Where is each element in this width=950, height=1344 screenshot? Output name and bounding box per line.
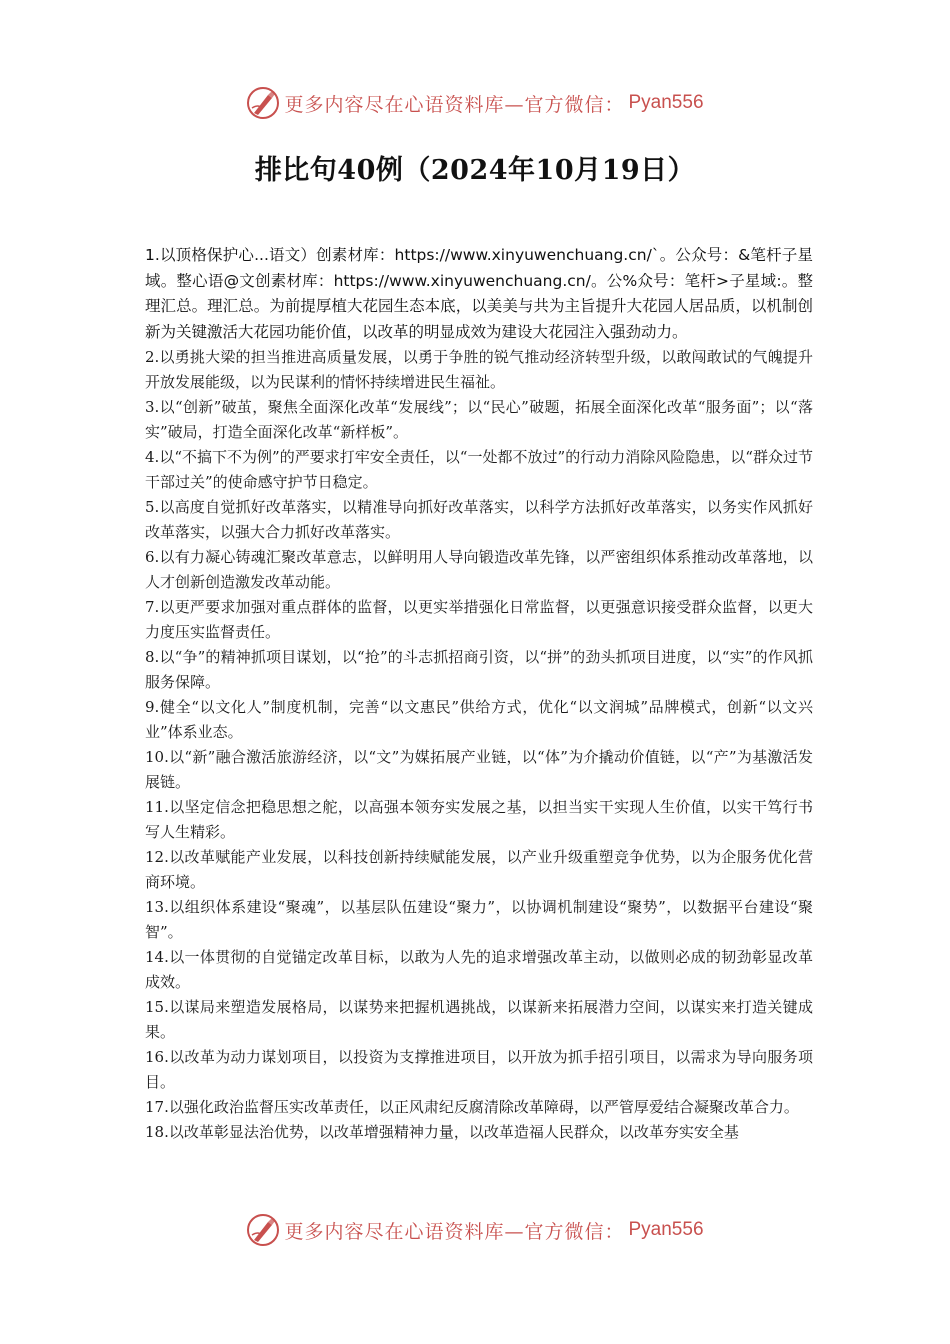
- pen-logo-icon: [246, 1213, 280, 1247]
- paragraph-10: 10.以“新”融合激活旅游经济，以“文”为媒拓展产业链，以“体”为介撬动价值链，以“产”为基激活发展链。: [145, 748, 813, 791]
- paragraph-8: 8.以“争”的精神抓项目谋划，以“抢”的斗志抓招商引资，以“拼”的劲头抓项目进度，以“实”的作风抓服务保障。: [145, 648, 813, 691]
- banner-wechat-id: Pyan556: [628, 92, 704, 113]
- paragraph-7: 7.以更严要求加强对重点群体的监督，以更实举措强化日常监督，以更强意识接受群众监督，以更大力度压实监督责任。: [145, 598, 813, 641]
- paragraph-17: 17.以强化政治监督压实改革责任，以正风肃纪反腐清除改革障碍，以严管厚爱结合凝聚改革合力。: [145, 1098, 799, 1116]
- paragraph-13: 13.以组织体系建设“聚魂”，以基层队伍建设“聚力”，以协调机制建设“聚势”，以数据平台建设“聚智”。: [145, 898, 813, 941]
- paragraph-1: 1.以顶格保护心...语文）创素材库：https://www.xinyuwenchuang.cn/`。公众号：&笔杆子星域。整心语@文创素材库：https://www.xinyuwenchuang.cn/。公%众号：笔杆>子星域:。整理汇总。理汇总。为前提厚植大花园生态本底，以美美与共为主旨提升大花园人居品质，以机制创新为关键激活大花园功能价值，以改革的明显成效为建设大花园注入强劲动力。: [145, 246, 813, 341]
- paragraph-11: 11.以坚定信念把稳思想之舵，以高强本领夯实发展之基，以担当实干实现人生价值，以实干笃行书写人生精彩。: [145, 798, 813, 841]
- paragraph-6: 6.以有力凝心铸魂汇聚改革意志，以鲜明用人导向锻造改革先锋，以严密组织体系推动改革落地，以人才创新创造激发改革动能。: [145, 548, 813, 591]
- paragraph-4: 4.以“不搞下不为例”的严要求打牢安全责任，以“一处都不放过”的行动力消除风险隐患，以“群众过节干部过关”的使命感守护节日稳定。: [145, 448, 813, 491]
- paragraph-3: 3.以“创新”破茧，聚焦全面深化改革“发展线”；以“民心”破题，拓展全面深化改革“服务面”；以“落实”破局，打造全面深化改革“新样板”。: [145, 398, 813, 441]
- paragraph-12: 12.以改革赋能产业发展，以科技创新持续赋能发展，以产业升级重塑竞争优势，以为企服务优化营商环境。: [145, 848, 813, 891]
- header-banner: [0, 83, 950, 123]
- paragraph-18: 18.以改革彰显法治优势，以改革增强精神力量，以改革造福人民群众，以改革夯实安全基: [145, 1123, 739, 1141]
- banner-text: 更多内容尽在心语资料库—官方微信：: [284, 93, 625, 116]
- pen-logo-icon: [246, 86, 280, 120]
- document-body: [145, 243, 813, 1145]
- paragraph-14: 14.以一体贯彻的自觉锚定改革目标，以敢为人先的追求增强改革主动，以做则必成的韧劲彰显改革成效。: [145, 948, 813, 991]
- paragraph-9: 9.健全“以文化人”制度机制，完善“以文惠民”供给方式，优化“以文润城”品牌模式，创新“以文兴业”体系业态。: [145, 698, 813, 741]
- banner-wechat-id: Pyan556: [628, 1219, 704, 1240]
- banner-text: 更多内容尽在心语资料库—官方微信：: [284, 1220, 625, 1243]
- paragraph-15: 15.以谋局来塑造发展格局，以谋势来把握机遇挑战，以谋新来拓展潜力空间，以谋实来打造关键成果。: [145, 998, 813, 1041]
- paragraph-16: 16.以改革为动力谋划项目，以投资为支撑推进项目，以开放为抓手招引项目，以需求为导向服务项目。: [145, 1048, 813, 1091]
- page-title: 排比句40例（2024年10月19日）: [254, 155, 696, 186]
- footer-banner: [0, 1210, 950, 1250]
- paragraph-2: 2.以勇挑大梁的担当推进高质量发展，以勇于争胜的锐气推动经济转型升级，以敢闯敢试的气魄提升开放发展能级，以为民谋利的情怀持续增进民生福祉。: [145, 348, 813, 391]
- paragraph-5: 5.以高度自觉抓好改革落实，以精准导向抓好改革落实，以科学方法抓好改革落实，以务实作风抓好改革落实，以强大合力抓好改革落实。: [145, 498, 813, 541]
